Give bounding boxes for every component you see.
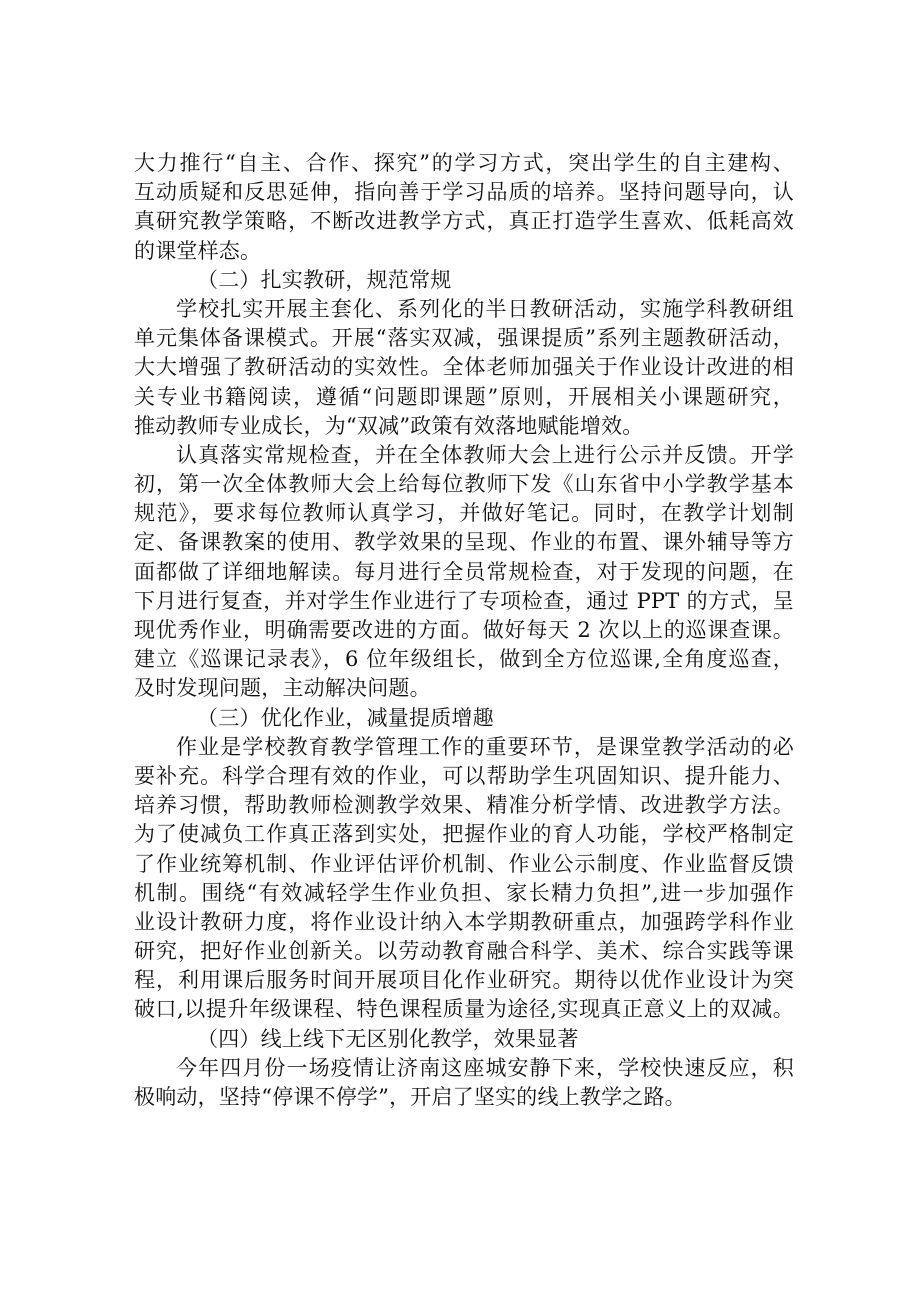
text-line: 及时发现问题，主动解决问题。 xyxy=(134,676,431,701)
text-line: 定、备课教案的使用、教学效果的呈现、作业的布置、课外辅导等方 xyxy=(134,530,794,555)
text-line: 极响动，坚持“停课不停学”，开启了坚实的线上教学之路。 xyxy=(134,1085,686,1109)
text-line: 要补充。科学合理有效的作业，可以帮助学生巩固知识、提升能力、 xyxy=(134,763,794,788)
text-line: 互动质疑和反思延伸，指向善于学习品质的培养。坚持问题导向，认 xyxy=(134,180,794,205)
text-line: 真研究教学策略，不断改进教学方式，真正打造学生喜欢、低耗高效 xyxy=(134,209,794,234)
text-line: 作业是学校教育教学管理工作的重要环节，是课堂教学活动的必 xyxy=(176,734,794,759)
text-line: 面都做了详细地解读。每月进行全员常规检查，对于发现的问题，在 xyxy=(134,559,794,584)
text-line: 规范》，要求每位教师认真学习，并做好笔记。同时，在教学计划制 xyxy=(134,501,794,526)
text-line: 下月进行复查，并对学生作业进行了专项检查，通过 PPT 的方式，呈 xyxy=(134,588,794,613)
text-line: 学校扎实开展主套化、系列化的半日教研活动，实施学科教研组 xyxy=(176,296,794,321)
text-line: 大力推行“自主、合作、探究”的学习方式，突出学生的自主建构、 xyxy=(134,151,794,175)
text-line: 培养习惯，帮助教师检测教学效果、精准分析学情、改进教学方法。 xyxy=(134,793,794,818)
text-line: 的课堂样态。 xyxy=(134,238,262,263)
text-line: 破口,以提升年级课程、特色课程质量为途径,实现真正意义上的双减。 xyxy=(134,997,794,1022)
text-line: 了作业统筹机制、作业评估评价机制、作业公示制度、作业监督反馈 xyxy=(134,851,794,876)
text-line: （四）线上线下无区别化教学，效果显著 xyxy=(197,1026,579,1051)
text-line: 今年四月份一场疫情让济南这座城安静下来，学校快速反应，积 xyxy=(176,1055,794,1080)
text-line: 程，利用课后服务时间开展项目化作业研究。期待以优作业设计为突 xyxy=(134,968,794,993)
text-line: （三）优化作业，减量提质增趣 xyxy=(197,705,494,730)
text-line: 为了使减负工作真正落到实处，把握作业的育人功能，学校严格制定 xyxy=(134,822,794,847)
text-line: 建立《巡课记录表》，6 位年级组长，做到全方位巡课,全角度巡查， xyxy=(134,647,794,672)
text-line: 现优秀作业，明确需要改进的方面。做好每天 2 次以上的巡课查课。 xyxy=(134,618,794,642)
document-body xyxy=(134,149,794,1112)
text-line: 单元集体备课模式。开展“落实双减，强课提质”系列主题教研活动， xyxy=(134,326,794,351)
text-line: 关专业书籍阅读，遵循“问题即课题”原则，开展相关小课题研究， xyxy=(134,384,794,409)
text-line: 认真落实常规检查，并在全体教师大会上进行公示并反馈。开学 xyxy=(176,442,794,467)
text-line: 机制。围绕“有效减轻学生作业负担、家长精力负担”,进一步加强作 xyxy=(134,880,794,905)
text-line: （二）扎实教研，规范常规 xyxy=(197,267,452,292)
text-line: 初，第一次全体教师大会上给每位教师下发《山东省中小学教学基本 xyxy=(134,472,794,497)
text-line: 业设计教研力度，将作业设计纳入本学期教研重点，加强跨学科作业 xyxy=(134,909,794,934)
text-line: 研究，把好作业创新关。以劳动教育融合科学、美术、综合实践等课 xyxy=(134,939,794,964)
text-line: 大大增强了教研活动的实效性。全体老师加强关于作业设计改进的相 xyxy=(134,355,794,380)
text-line: 推动教师专业成长，为“双减”政策有效落地赋能增效。 xyxy=(134,413,644,438)
